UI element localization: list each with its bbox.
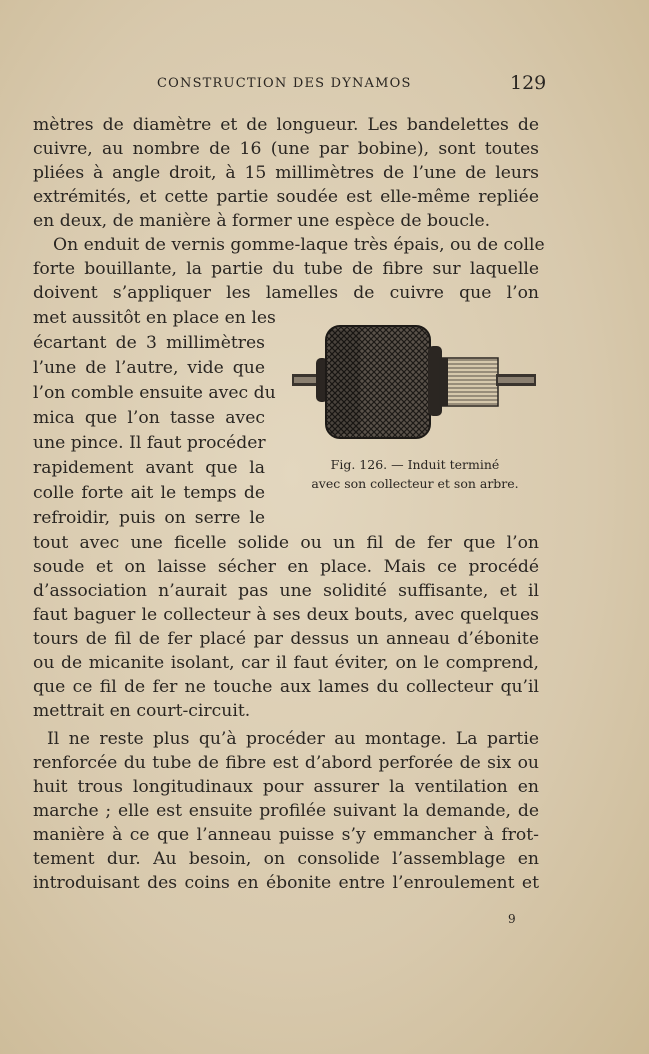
text-line: que ce fil de fer ne touche aux lames du collecteur qu’il	[33, 677, 539, 697]
text-line: forte bouillante, la partie du tube de fibre sur laquelle	[33, 259, 539, 279]
text-line: mica que l’on tasse avec	[33, 408, 265, 428]
text-line: marche ; elle est ensuite profilée suivant la demande, de	[33, 801, 539, 821]
text-line: rapidement avant que la	[33, 458, 265, 478]
text-line: d’association n’aurait pas une solidité suffisante, et il	[33, 581, 539, 601]
text-line: mettrait en court-circuit.	[33, 701, 251, 721]
text-line: une pince. Il faut procéder	[33, 433, 266, 453]
text-line: faut baguer le collecteur à ses deux bouts, avec quelques	[33, 605, 539, 625]
text-line: renforcée du tube de fibre est d’abord perforée de six ou	[33, 753, 539, 773]
text-line: tement dur. Au besoin, on consolide l’assemblage en	[33, 849, 539, 869]
text-line: introduisant des coins en ébonite entre l’enroulement et	[33, 873, 539, 893]
text-line: On enduit de vernis gomme-laque très épais, ou de colle	[53, 235, 545, 255]
figure-armature	[290, 318, 540, 498]
figure-caption-line-2: avec son collecteur et son arbre.	[311, 476, 519, 491]
running-title: CONSTRUCTION DES DYNAMOS	[157, 76, 412, 91]
signature-mark: 9	[508, 912, 516, 926]
text-line: tout avec une ficelle solide ou un fil de fer que l’on	[33, 533, 539, 553]
text-line: soude et on laisse sécher en place. Mais ce procédé	[33, 557, 539, 577]
page-number: 129	[510, 72, 547, 94]
text-line: pliées à angle droit, à 15 millimètres de l’une de leurs	[33, 163, 539, 183]
text-line: écartant de 3 millimètres	[33, 333, 265, 353]
text-line: tours de fil de fer placé par dessus un anneau d’ébonite	[33, 629, 539, 649]
text-line: ou de micanite isolant, car il faut éviter, on le comprend,	[33, 653, 539, 673]
text-line: doivent s’appliquer les lamelles de cuivre que l’on	[33, 283, 539, 303]
text-line: huit trous longitudinaux pour assurer la ventilation en	[33, 777, 539, 797]
armature-illustration	[290, 318, 540, 458]
text-line: l’une de l’autre, vide que	[33, 358, 265, 378]
text-line: l’on comble ensuite avec du	[33, 383, 276, 403]
text-line: cuivre, au nombre de 16 (une par bobine), sont toutes	[33, 139, 539, 159]
text-line: manière à ce que l’anneau puisse s’y emmancher à frot-	[33, 825, 539, 845]
page-header	[0, 74, 649, 98]
text-line: Il ne reste plus qu’à procéder au montage. La partie	[47, 729, 539, 749]
figure-caption-line-1: Fig. 126. — Induit terminé	[330, 457, 500, 472]
text-line: en deux, de manière à former une espèce de boucle.	[33, 211, 491, 231]
text-line: mètres de diamètre et de longueur. Les bandelettes de	[33, 115, 539, 135]
commutator	[440, 358, 498, 406]
text-line: extrémités, et cette partie soudée est elle-même repliée	[33, 187, 539, 207]
text-line: refroidir, puis on serre le	[33, 508, 265, 528]
text-line: met aussitôt en place en les	[33, 308, 276, 328]
text-line: colle forte ait le temps de	[33, 483, 265, 503]
